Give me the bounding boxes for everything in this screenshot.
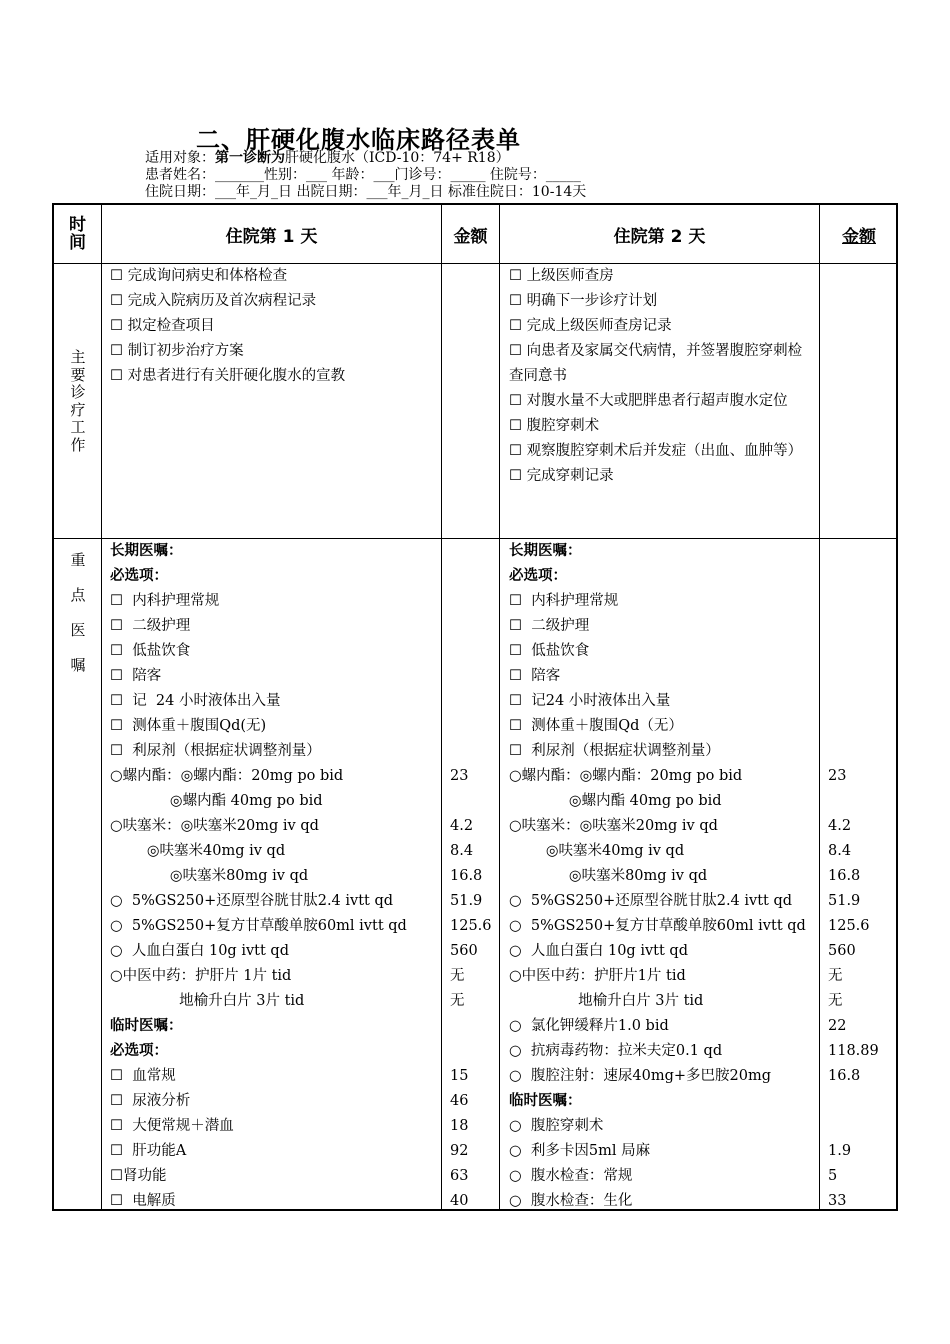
order-item: ○ 人血白蛋白 10g ivtt qd	[110, 943, 289, 959]
row-label-main-work: 主要诊疗工作	[70, 348, 86, 454]
work-item: ☐ 向患者及家属交代病情，并签署腹腔穿刺检查同意书	[509, 343, 803, 384]
amount-value: 5	[828, 1168, 838, 1184]
order-item: ○中医中药：护肝片1片 tid	[509, 968, 686, 984]
page-title: 二、肝硬化腹水临床路径表单	[196, 126, 521, 154]
amount-value	[828, 614, 879, 639]
order-item: ○ 氯化钾缓释片1.0 bid	[509, 1018, 669, 1034]
header-amount2: 金额	[842, 226, 876, 247]
order-item: ○ 腹水检查：生化	[509, 1193, 633, 1209]
amount-value: 无	[828, 968, 843, 984]
amount-value: 51.9	[828, 893, 861, 909]
amount-value	[828, 639, 879, 664]
amount-value	[828, 739, 879, 764]
order-item: ☐ 测体重＋腹围Qd（无）	[509, 718, 683, 734]
amount-value: 560	[828, 943, 856, 959]
amount-value: 23	[450, 768, 469, 784]
order-item: ☐ 二级护理	[110, 618, 191, 634]
order-item: 地榆升白片 3片 tid	[110, 993, 305, 1009]
admission-dates-line: 住院日期：___年_月_日 出院日期：___年_月_日 标准住院日：10-14天	[145, 184, 587, 200]
order-item: ○呋塞米：◎呋塞米20mg iv qd	[509, 818, 718, 834]
day1-key-orders	[110, 539, 440, 1214]
amount-value	[828, 1089, 879, 1114]
order-item: ○螺内酯：◎螺内酯：20mg po bid	[110, 768, 344, 784]
amount-value: 40	[450, 1193, 469, 1209]
amount-value: 22	[828, 1018, 847, 1034]
amount-value	[450, 639, 492, 664]
amount-value: 92	[450, 1143, 469, 1159]
applicable-object-prefix: 适用对象：	[145, 150, 215, 166]
day1-amounts	[450, 539, 492, 1214]
work-item: ☐ 观察腹腔穿刺术后并发症（出血、血肿等）	[509, 443, 803, 459]
header-day1: 住院第 1 天	[225, 226, 318, 247]
amount-value	[828, 664, 879, 689]
amount-value	[828, 689, 879, 714]
work-item: ☐ 完成上级医师查房记录	[509, 318, 672, 334]
amount-value	[828, 564, 879, 589]
work-item: ☐ 上级医师查房	[509, 268, 614, 284]
order-item: ○ 5%GS250+复方甘草酸单胺60ml ivtt qd	[509, 918, 806, 934]
order-item: ◎螺内酯 40mg po bid	[110, 793, 323, 809]
amount-value: 16.8	[828, 868, 861, 884]
order-item: 必选项：	[110, 568, 168, 584]
applicable-object-line	[145, 150, 510, 166]
amount-value: 125.6	[828, 918, 870, 934]
amount-value: 46	[450, 1093, 469, 1109]
order-item: 临时医嘱：	[509, 1093, 582, 1109]
day2-main-work	[509, 264, 812, 489]
order-item: ○ 腹腔穿刺术	[509, 1118, 604, 1134]
patient-info-line: 患者姓名：_______性别：___ 年龄：___门诊号：_____ 住院号：_____	[145, 167, 581, 183]
order-item: ○ 5%GS250+还原型谷胱甘肽2.4 ivtt qd	[110, 893, 394, 909]
amount-value: 33	[828, 1193, 847, 1209]
order-item: ☐ 肝功能A	[110, 1143, 187, 1159]
work-item: ☐ 腹腔穿刺术	[509, 418, 600, 434]
column-divider	[819, 205, 820, 1209]
order-item: 长期医嘱：	[509, 543, 582, 559]
amount-value: 118.89	[828, 1043, 879, 1059]
order-item: ◎呋塞米80mg iv qd	[110, 868, 309, 884]
work-item: ☐ 拟定检查项目	[110, 318, 215, 334]
amount-value	[450, 1039, 492, 1064]
order-item: ☐ 测体重＋腹围Qd(无)	[110, 718, 267, 734]
order-item: ☐ 陪客	[110, 668, 162, 684]
order-item: 必选项：	[110, 1043, 168, 1059]
amount-value: 8.4	[828, 843, 852, 859]
amount-value	[450, 539, 492, 564]
row-label-key-orders: 重点医嘱	[70, 551, 86, 674]
order-item: ◎呋塞米80mg iv qd	[509, 868, 708, 884]
amount-value	[450, 739, 492, 764]
order-item: ◎呋塞米40mg iv qd	[110, 843, 286, 859]
amount-value	[450, 564, 492, 589]
day2-key-orders	[509, 539, 817, 1214]
order-item: ○呋塞米：◎呋塞米20mg iv qd	[110, 818, 319, 834]
work-item: ☐ 对患者进行有关肝硬化腹水的宣教	[110, 368, 346, 384]
amount-value	[828, 589, 879, 614]
header-amount1: 金额	[453, 226, 488, 247]
amount-value	[828, 789, 879, 814]
order-item: ○ 腹水检查：常规	[509, 1168, 633, 1184]
amount-value: 无	[450, 968, 465, 984]
amount-value: 125.6	[450, 918, 492, 934]
order-item: ☐ 电解质	[110, 1193, 176, 1209]
order-item: ◎呋塞米40mg iv qd	[509, 843, 685, 859]
amount-value	[450, 589, 492, 614]
amount-value: 16.8	[828, 1068, 861, 1084]
applicable-object-diagnosis: 肝硬化腹水（ICD-10：74+ R18）	[285, 150, 510, 166]
order-item: ☐ 低盐饮食	[110, 643, 191, 659]
amount-value: 无	[450, 993, 465, 1009]
order-item: ○ 腹腔注射：速尿40mg+多巴胺20mg	[509, 1068, 771, 1084]
amount-value	[450, 1014, 492, 1039]
amount-value	[828, 539, 879, 564]
order-item: ○ 利多卡因5ml 局麻	[509, 1143, 651, 1159]
order-item: ◎螺内酯 40mg po bid	[509, 793, 722, 809]
amount-value: 51.9	[450, 893, 483, 909]
order-item: ☐ 利尿剂（根据症状调整剂量）	[509, 743, 720, 759]
order-item: ☐ 记24 小时液体出入量	[509, 693, 671, 709]
order-item: ☐ 内科护理常规	[110, 593, 220, 609]
work-item: ☐ 明确下一步诊疗计划	[509, 293, 658, 309]
work-item: ☐ 制订初步治疗方案	[110, 343, 244, 359]
amount-value: 1.9	[828, 1143, 852, 1159]
order-item: ☐ 陪客	[509, 668, 561, 684]
order-item: ☐ 尿液分析	[110, 1093, 191, 1109]
amount-value	[450, 789, 492, 814]
amount-value	[828, 1114, 879, 1139]
amount-value	[828, 714, 879, 739]
order-item: ☐ 低盐饮食	[509, 643, 590, 659]
amount-value	[450, 614, 492, 639]
order-item: ○ 5%GS250+复方甘草酸单胺60ml ivtt qd	[110, 918, 407, 934]
order-item: ☐ 二级护理	[509, 618, 590, 634]
order-item: 临时医嘱：	[110, 1018, 183, 1034]
header-day2: 住院第 2 天	[613, 226, 706, 247]
applicable-object-bold: 第一诊断为	[215, 150, 285, 166]
clinical-pathway-table	[52, 203, 898, 1211]
work-item: ☐ 完成询问病史和体格检查	[110, 268, 288, 284]
amount-value	[450, 664, 492, 689]
order-item: ○ 人血白蛋白 10g ivtt qd	[509, 943, 688, 959]
order-item: 长期医嘱：	[110, 543, 183, 559]
amount-value: 4.2	[450, 818, 474, 834]
amount-value: 16.8	[450, 868, 483, 884]
amount-value: 560	[450, 943, 478, 959]
amount-value	[450, 689, 492, 714]
header-time: 时间	[69, 215, 86, 253]
order-item: ☐ 记 24 小时液体出入量	[110, 693, 281, 709]
amount-value: 63	[450, 1168, 469, 1184]
order-item: ☐ 利尿剂（根据症状调整剂量）	[110, 743, 321, 759]
order-item: ☐肾功能	[110, 1168, 167, 1184]
order-item: ☐ 内科护理常规	[509, 593, 619, 609]
column-divider	[499, 205, 500, 1209]
order-item: ○螺内酯：◎螺内酯：20mg po bid	[509, 768, 743, 784]
column-divider	[441, 205, 442, 1209]
amount-value	[450, 714, 492, 739]
amount-value: 23	[828, 768, 847, 784]
order-item: ☐ 血常规	[110, 1068, 176, 1084]
order-item: 必选项：	[509, 568, 567, 584]
order-item: ○中医中药：护肝片 1片 tid	[110, 968, 292, 984]
amount-value: 15	[450, 1068, 469, 1084]
work-item: ☐ 对腹水量不大或肥胖患者行超声腹水定位	[509, 393, 788, 409]
order-item: ☐ 大便常规＋潜血	[110, 1118, 234, 1134]
order-item: 地榆升白片 3片 tid	[509, 993, 704, 1009]
work-item: ☐ 完成入院病历及首次病程记录	[110, 293, 317, 309]
amount-value: 8.4	[450, 843, 474, 859]
amount-value: 4.2	[828, 818, 852, 834]
order-item: ○ 5%GS250+还原型谷胱甘肽2.4 ivtt qd	[509, 893, 793, 909]
work-item: ☐ 完成穿刺记录	[509, 468, 614, 484]
amount-value: 无	[828, 993, 843, 1009]
amount-value: 18	[450, 1118, 469, 1134]
day2-amounts	[828, 539, 879, 1214]
order-item: ○ 抗病毒药物：拉米夫定0.1 qd	[509, 1043, 723, 1059]
day1-main-work	[110, 264, 438, 389]
